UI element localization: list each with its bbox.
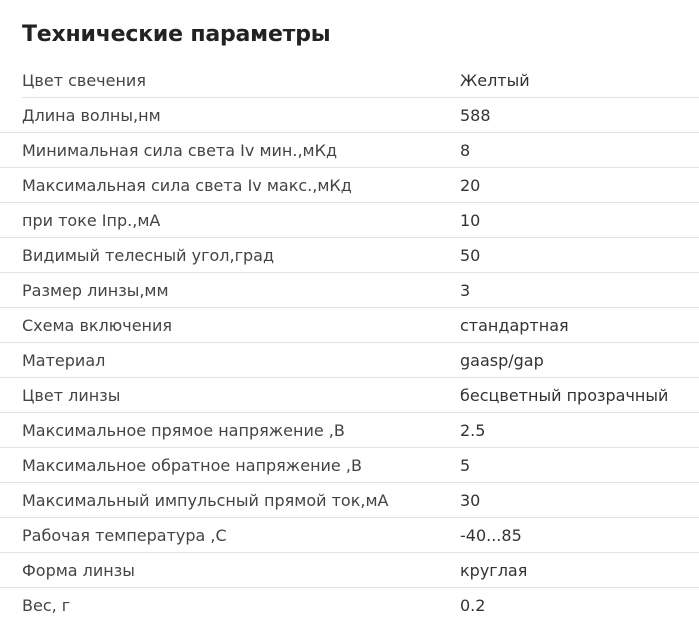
spec-value: 50 xyxy=(460,246,481,265)
spec-name: Максимальное прямое напряжение ,В xyxy=(22,421,345,440)
spec-name: Минимальная сила света Iv мин.,мКд xyxy=(22,141,338,160)
spec-row xyxy=(0,168,699,203)
spec-table xyxy=(0,63,699,623)
spec-row xyxy=(0,378,699,413)
spec-name: Максимальное обратное напряжение ,В xyxy=(22,456,362,475)
spec-name: Цвет линзы xyxy=(22,386,121,405)
spec-value: стандартная xyxy=(460,316,569,335)
spec-value: круглая xyxy=(460,561,528,580)
section-title: Технические параметры xyxy=(22,22,331,47)
spec-value: Желтый xyxy=(460,71,530,90)
spec-row xyxy=(0,553,699,588)
spec-name: Максимальный импульсный прямой ток,мА xyxy=(22,491,389,510)
spec-row xyxy=(0,203,699,238)
spec-name: Вес, г xyxy=(22,596,71,615)
spec-row xyxy=(0,413,699,448)
spec-value: 3 xyxy=(460,281,471,300)
spec-name: Размер линзы,мм xyxy=(22,281,169,300)
spec-row xyxy=(0,308,699,343)
spec-name: Материал xyxy=(22,351,106,370)
spec-name: при токе Iпр.,мА xyxy=(22,211,161,230)
spec-row xyxy=(22,63,699,98)
spec-name: Видимый телесный угол,град xyxy=(22,246,275,265)
spec-row xyxy=(0,273,699,308)
spec-name: Рабочая температура ,С xyxy=(22,526,227,545)
spec-row xyxy=(0,238,699,273)
spec-value: 10 xyxy=(460,211,481,230)
spec-row xyxy=(0,518,699,553)
spec-name: Схема включения xyxy=(22,316,173,335)
spec-value: 0.2 xyxy=(460,596,486,615)
spec-value: 20 xyxy=(460,176,481,195)
spec-value: 5 xyxy=(460,456,471,475)
spec-name: Максимальная сила света Iv макс.,мКд xyxy=(22,176,352,195)
spec-value: 30 xyxy=(460,491,481,510)
spec-row xyxy=(0,588,699,623)
spec-row xyxy=(0,133,699,168)
spec-name: Форма линзы xyxy=(22,561,135,580)
spec-row xyxy=(0,343,699,378)
spec-value: 2.5 xyxy=(460,421,486,440)
spec-value: 588 xyxy=(460,106,491,125)
spec-value: 8 xyxy=(460,141,471,160)
spec-row xyxy=(0,98,699,133)
spec-value: gaasp/gap xyxy=(460,351,544,370)
spec-name: Длина волны,нм xyxy=(22,106,161,125)
spec-value: -40...85 xyxy=(460,526,522,545)
spec-name: Цвет свечения xyxy=(22,71,146,90)
spec-value: бесцветный прозрачный xyxy=(460,386,669,405)
spec-row xyxy=(0,483,699,518)
spec-row xyxy=(0,448,699,483)
